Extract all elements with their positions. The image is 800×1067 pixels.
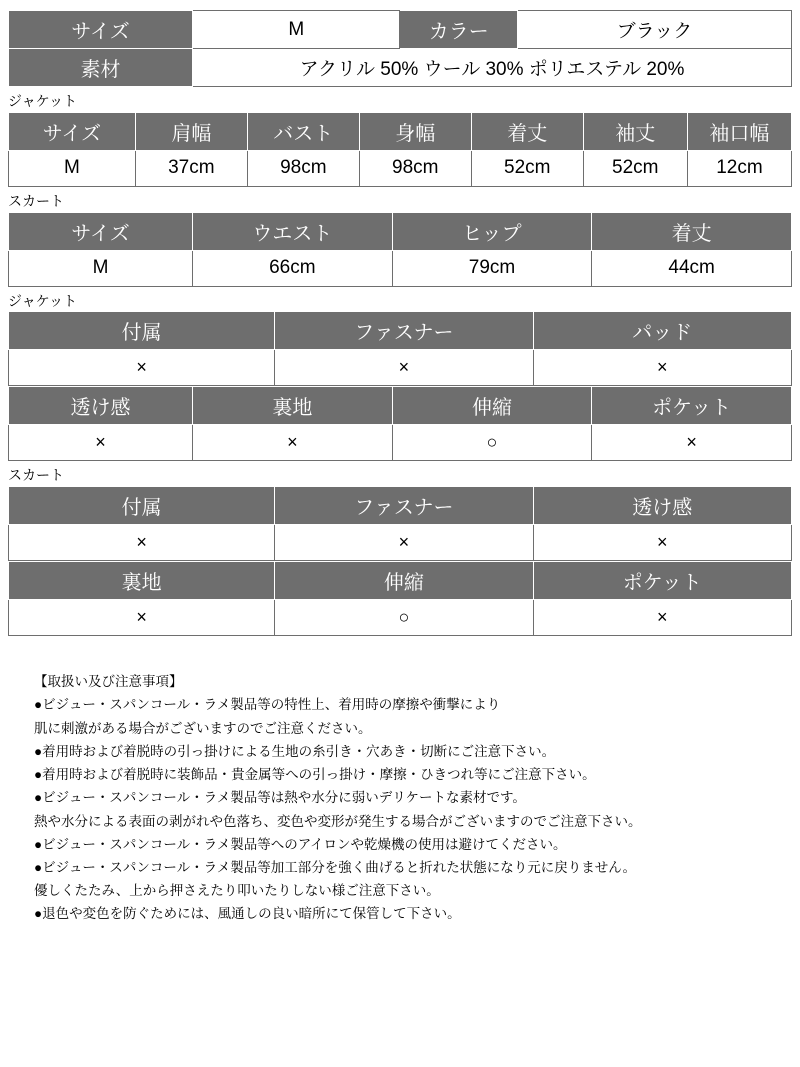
skirt-feature-header-2: 透け感	[533, 487, 791, 525]
jacket-size-value-0: M	[9, 150, 136, 186]
notes-line-4: ●ビジュー・スパンコール・ラメ製品等は熱や水分に弱いデリケートな素材です。	[34, 790, 526, 806]
jacket-features-table-2	[8, 386, 792, 461]
skirt-feature-header-1: ファスナー	[275, 487, 533, 525]
skirt-size-value-3: 44cm	[592, 250, 792, 286]
jacket-feature2-value-1: ×	[193, 425, 393, 461]
spec-material-value: アクリル 50% ウール 30% ポリエステル 20%	[193, 49, 792, 87]
spec-table-wrap	[0, 10, 800, 87]
table-row	[9, 250, 792, 286]
skirt-feature2-value-2: ×	[533, 600, 791, 636]
spec-color-header: カラー	[400, 11, 517, 49]
table-row	[9, 150, 792, 186]
table-row	[9, 487, 792, 525]
jacket-size-value-2: 98cm	[247, 150, 359, 186]
notes-line-2: ●着用時および着脱時の引っ掛けによる生地の糸引き・穴あき・切断にご注意下さい。	[34, 743, 556, 759]
top-spacer	[0, 0, 800, 10]
jacket-size-header-5: 袖丈	[583, 112, 687, 150]
jacket-feature2-header-2: 伸縮	[392, 387, 592, 425]
jacket-size-label: ジャケット	[8, 93, 78, 109]
jacket-feature-value-2: ×	[533, 350, 791, 386]
notes-line-0: ●ビジュー・スパンコール・ラメ製品等の特性上、着用時の摩擦や衝撃により	[34, 697, 501, 713]
table-row	[9, 212, 792, 250]
jacket-size-header-4: 着丈	[471, 112, 583, 150]
skirt-size-value-1: 66cm	[193, 250, 393, 286]
notes-line-1: 肌に刺激がある場合がございますのでご注意ください。	[34, 720, 372, 736]
skirt-size-header-1: ウエスト	[193, 212, 393, 250]
notes-line-8: 優しくたたみ、上から押さえたり叩いたりしない様ご注意下さい。	[34, 883, 440, 899]
jacket-size-value-3: 98cm	[359, 150, 471, 186]
notes-title: 【取扱い及び注意事項】	[34, 674, 183, 690]
notes-line-7: ●ビジュー・スパンコール・ラメ製品等加工部分を強く曲げると折れた状態になり元に戻りません。	[34, 859, 637, 875]
notes-line-5: 熱や水分による表面の剥がれや色落ち、変色や変形が発生する場合がございますのでご注意下さい。	[34, 813, 642, 829]
skirt-feature2-value-1: ○	[275, 600, 533, 636]
table-row	[9, 387, 792, 425]
skirt-size-header-3: 着丈	[592, 212, 792, 250]
notes-line-6: ●ビジュー・スパンコール・ラメ製品等へのアイロンや乾燥機の使用は避けてください。	[34, 836, 567, 852]
table-row	[9, 312, 792, 350]
table-row	[9, 600, 792, 636]
spec-size-header: サイズ	[9, 11, 193, 49]
table-row	[9, 49, 792, 87]
care-notes	[34, 670, 766, 925]
table-row	[9, 112, 792, 150]
spec-color-value: ブラック	[517, 11, 791, 49]
jacket-feature-header-1: ファスナー	[275, 312, 533, 350]
skirt-feature2-header-2: ポケット	[533, 562, 791, 600]
table-row	[9, 425, 792, 461]
skirt-size-header-2: ヒップ	[392, 212, 592, 250]
jacket-size-value-1: 37cm	[135, 150, 247, 186]
skirt-size-value-2: 79cm	[392, 250, 592, 286]
table-row	[9, 562, 792, 600]
jacket-size-header-6: 袖口幅	[687, 112, 791, 150]
skirt-feature2-header-1: 伸縮	[275, 562, 533, 600]
jacket-size-header-2: バスト	[247, 112, 359, 150]
skirt-feature-header-0: 付属	[9, 487, 275, 525]
jacket-feature2-value-2: ○	[392, 425, 592, 461]
jacket-size-header-1: 肩幅	[135, 112, 247, 150]
jacket-size-value-5: 52cm	[583, 150, 687, 186]
jacket-size-value-6: 12cm	[687, 150, 791, 186]
skirt-feature-value-2: ×	[533, 525, 791, 561]
skirt-features-table	[8, 486, 792, 561]
spec-table	[8, 10, 792, 87]
spec-material-header: 素材	[9, 49, 193, 87]
skirt-features-table-2	[8, 561, 792, 636]
jacket-feature2-header-3: ポケット	[592, 387, 792, 425]
jacket-size-value-4: 52cm	[471, 150, 583, 186]
jacket-feature-header-0: 付属	[9, 312, 275, 350]
jacket-features-table	[8, 311, 792, 386]
notes-line-9: ●退色や変色を防ぐためには、風通しの良い暗所にて保管して下さい。	[34, 906, 461, 922]
skirt-feature-value-0: ×	[9, 525, 275, 561]
spec-size-value: M	[193, 11, 400, 49]
jacket-size-header-0: サイズ	[9, 112, 136, 150]
skirt-size-table	[8, 212, 792, 287]
table-row	[9, 525, 792, 561]
jacket-feature-header-2: パッド	[533, 312, 791, 350]
jacket-feature2-header-0: 透け感	[9, 387, 193, 425]
jacket-feature-value-0: ×	[9, 350, 275, 386]
jacket-feature-value-1: ×	[275, 350, 533, 386]
skirt-features-label: スカート	[8, 467, 64, 484]
notes-line-3: ●着用時および着脱時に装飾品・貴金属等への引っ掛け・摩擦・ひきつれ等にご注意下さい。	[34, 767, 596, 783]
skirt-feature2-value-0: ×	[9, 600, 275, 636]
skirt-size-label: スカート	[8, 192, 64, 209]
jacket-size-table	[8, 112, 792, 187]
jacket-features-label: ジャケット	[8, 292, 78, 309]
jacket-feature2-header-1: 裏地	[193, 387, 393, 425]
skirt-feature2-header-0: 裏地	[9, 562, 275, 600]
skirt-feature-value-1: ×	[275, 525, 533, 561]
jacket-feature2-value-3: ×	[592, 425, 792, 461]
skirt-size-header-0: サイズ	[9, 212, 193, 250]
skirt-size-value-0: M	[9, 250, 193, 286]
table-row	[9, 11, 792, 49]
jacket-size-header-3: 身幅	[359, 112, 471, 150]
table-row	[9, 350, 792, 386]
jacket-feature2-value-0: ×	[9, 425, 193, 461]
